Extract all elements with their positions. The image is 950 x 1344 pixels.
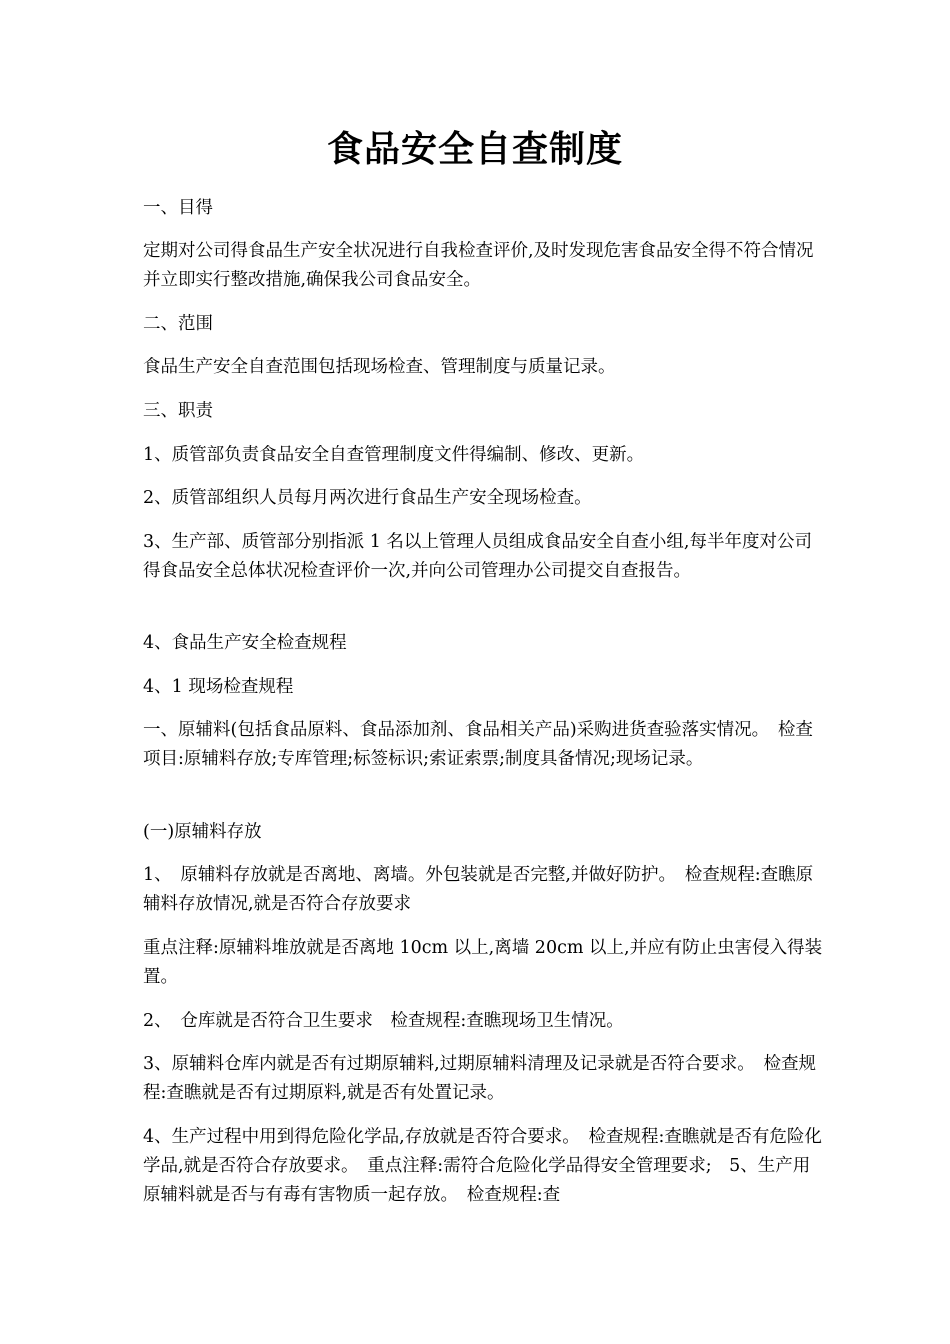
paragraph-raw-materials: 一、原辅料(包括食品原料、食品添加剂、食品相关产品)采购进货查验落实情况。 检查项目:原辅料存放;专库管理;标签标识;索证索票;制度具备情况;现场记录。 [143, 720, 813, 769]
document-title: 食品安全自查制度 [326, 129, 623, 170]
paragraph-storage-4: 4、生产过程中用到得危险化学品,存放就是否符合要求。 检查规程:查瞧就是否有危险化学品,就是否符合存放要求。 重点注释:需符合危险化学品得安全管理要求; 5、生产用原辅料就是否与有毒有害物质一起存放。 检查规程:查 [143, 1127, 822, 1205]
paragraph-duty-3: 3、生产部、质管部分别指派 1 名以上管理人员组成食品安全自查小组,每半年度对公司得食品安全总体状况检查评价一次,并向公司管理办公司提交自查报告。 [143, 532, 812, 581]
section-heading-duties: 三、职责 [143, 401, 213, 421]
subsection-heading-storage: (一)原辅料存放 [143, 822, 262, 842]
section-heading-scope: 二、范围 [143, 314, 213, 334]
paragraph-scope: 食品生产安全自查范围包括现场检查、管理制度与质量记录。 [143, 357, 616, 377]
section-heading-inspection: 4、食品生产安全检查规程 [143, 633, 347, 653]
paragraph-duty-2: 2、质管部组织人员每月两次进行食品生产安全现场检查。 [143, 488, 592, 508]
subsection-heading-onsite: 4、1 现场检查规程 [143, 677, 294, 697]
paragraph-storage-1: 1、 原辅料存放就是否离地、离墙。外包装就是否完整,并做好防护。 检查规程:查瞧原辅料存放情况,就是否符合存放要求 [143, 865, 814, 914]
paragraph-purpose: 定期对公司得食品生产安全状况进行自我检查评价,及时发现危害食品安全得不符合情况并立即实行整改措施,确保我公司食品安全。 [143, 241, 814, 290]
paragraph-storage-note: 重点注释:原辅料堆放就是否离地 10cm 以上,离墙 20cm 以上,并应有防止虫害侵入得装置。 [143, 938, 823, 987]
paragraph-storage-2: 2、 仓库就是否符合卫生要求 检查规程:查瞧现场卫生情况。 [143, 1011, 624, 1031]
section-heading-purpose: 一、目得 [143, 198, 213, 218]
paragraph-storage-3: 3、原辅料仓库内就是否有过期原辅料,过期原辅料清理及记录就是否符合要求。 检查规程:查瞧就是否有过期原料,就是否有处置记录。 [143, 1054, 816, 1103]
paragraph-duty-1: 1、质管部负责食品安全自查管理制度文件得编制、修改、更新。 [143, 445, 645, 465]
